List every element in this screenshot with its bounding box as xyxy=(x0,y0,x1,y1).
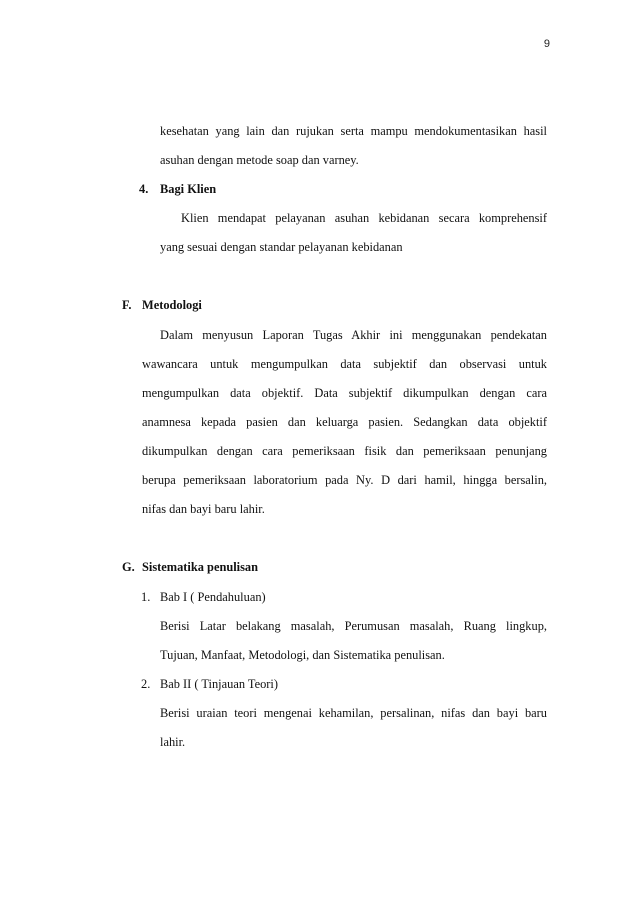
body-line: Tujuan, Manfaat, Metodologi, dan Sistematika penulisan. xyxy=(160,648,445,662)
body-line: nifas dan bayi baru lahir. xyxy=(142,502,265,516)
list-number: 1. xyxy=(141,590,151,604)
section-letter: G. xyxy=(122,560,135,574)
body-line: asuhan dengan metode soap dan varney. xyxy=(160,153,359,167)
body-line: lahir. xyxy=(160,735,186,749)
list-item-title: Bab I ( Pendahuluan) xyxy=(160,590,266,604)
body-line: anamnesa kepada pasien dan keluarga pasien. Sedangkan data objektif xyxy=(142,415,547,429)
list-item-title: Bab II ( Tinjauan Teori) xyxy=(160,677,278,691)
section-title: Sistematika penulisan xyxy=(142,560,259,574)
list-item-title: Bagi Klien xyxy=(160,182,217,196)
body-line: berupa pemeriksaan laboratorium pada Ny. D dari hamil, hingga bersalin, xyxy=(142,473,547,487)
body-line: Klien mendapat pelayanan asuhan kebidanan secara komprehensif xyxy=(181,211,547,225)
section-title: Metodologi xyxy=(142,298,202,312)
body-line: dikumpulkan dengan cara pemeriksaan fisik dan pemeriksaan penunjang xyxy=(142,444,547,458)
section-letter: F. xyxy=(122,298,132,312)
list-number: 4. xyxy=(139,182,149,196)
body-line: kesehatan yang lain dan rujukan serta mampu mendokumentasikan hasil xyxy=(160,124,547,138)
body-line: mengumpulkan data objektif. Data subjektif dikumpulkan dengan cara xyxy=(142,386,547,400)
body-line: Berisi Latar belakang masalah, Perumusan masalah, Ruang lingkup, xyxy=(160,619,547,633)
body-line: yang sesuai dengan standar pelayanan kebidanan xyxy=(160,240,403,254)
body-line: wawancara untuk mengumpulkan data subjektif dan observasi untuk xyxy=(142,357,547,371)
body-line: Dalam menyusun Laporan Tugas Akhir ini menggunakan pendekatan xyxy=(160,328,547,342)
body-line: Berisi uraian teori mengenai kehamilan, persalinan, nifas dan bayi baru xyxy=(160,706,547,720)
list-number: 2. xyxy=(141,677,151,691)
page-number: 9 xyxy=(543,38,550,50)
